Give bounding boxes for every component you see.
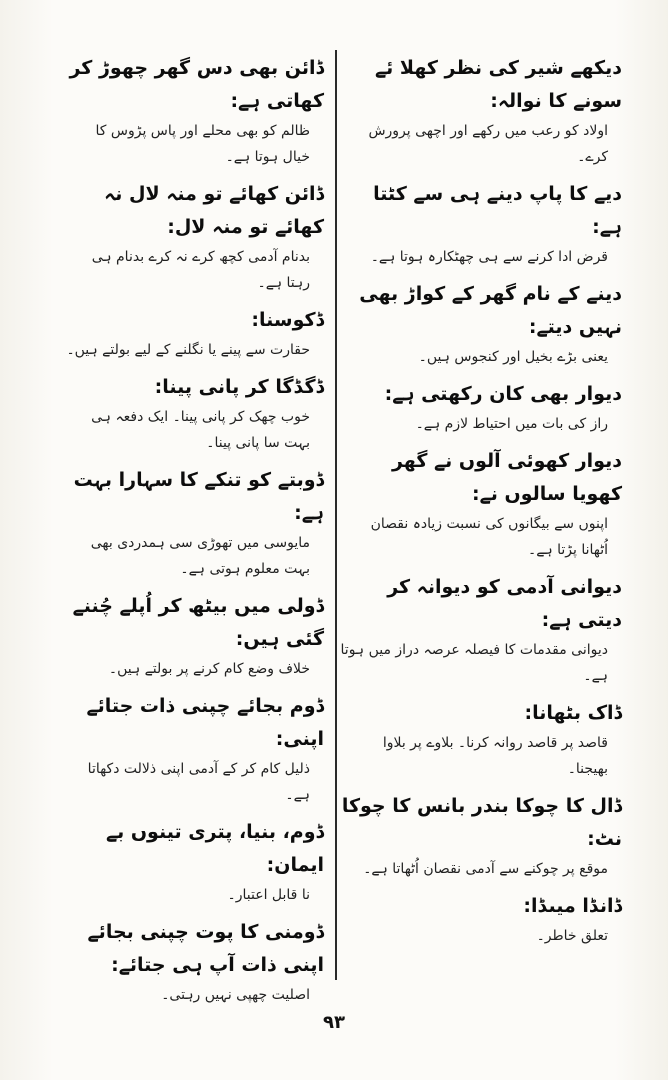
entry-meaning: خوب چھک کر پانی پینا۔ ایک دفعہ ہی بہت سا پانی پینا۔ [91,409,310,451]
entry-meaning: نا قابل اعتبار۔ [227,887,310,903]
entry [340,790,622,882]
entry [340,178,622,270]
entry [64,464,324,582]
entry [64,304,324,363]
right-column [340,52,622,957]
entry-meaning: بدنام آدمی کچھ کرے نہ کرے بدنام ہی رہتا ہے۔ [91,249,310,291]
entry [340,52,622,170]
entry-headword: ڈومنی کا پوت چپنی بجائے اپنی ذات آپ ہی جتائے: [87,921,324,976]
entry-headword: ڈاک بٹھانا: [524,702,622,724]
entry-headword: دینے کے نام گھر کے کواڑ بھی نہیں دیتے: [359,283,622,338]
entry-headword: ڈال کا چوکا بندر بانس کا چوکا نٹ: [341,795,622,850]
entry-meaning: خلاف وضع کام کرنے پر بولتے ہیں۔ [108,661,310,677]
entry-headword: دیے کا پاپ دینے ہی سے کٹتا ہے: [373,183,622,238]
entry [64,178,324,296]
entry-meaning: قرض ادا کرنے سے ہی چھٹکارہ ہوتا ہے۔ [370,249,608,265]
entry-headword: دیوار کھوئی آلوں نے گھر کھویا سالوں نے: [391,450,622,505]
entry-headword: ڈکوسنا: [251,309,324,331]
entry [64,816,324,908]
column-divider [335,50,337,980]
entry-meaning: موقع پر چوکنے سے آدمی نقصان اُٹھاتا ہے۔ [363,861,608,877]
entry [64,916,324,1008]
entry-headword: دیکھے شیر کی نظر کھلا ئے سونے کا نوالہ: [375,57,622,112]
entry-headword: ڈوم بجائے چپنی ذات جتائے اپنی: [86,695,324,750]
entry [340,278,622,370]
entry-headword: دیوانی آدمی کو دیوانہ کر دیتی ہے: [387,576,622,631]
entry-meaning: ظالم کو بھی محلے اور پاس پڑوس کا خیال ہوتا ہے۔ [95,123,310,165]
entry-headword: ڈانڈا میںڈا: [523,895,622,917]
entry [64,690,324,808]
entry [64,590,324,682]
entry [340,571,622,689]
entry-meaning: ذلیل کام کر کے آدمی اپنی ذلالت دکھاتا ہے۔ [87,761,310,803]
entry-headword: ڈگڈگا کر پانی پینا: [154,376,324,398]
entry [340,890,622,949]
entry [340,378,622,437]
entry-meaning: حقارت سے پینے یا نگلنے کے لیے بولتے ہیں۔ [66,342,310,358]
entry-meaning: اولاد کو رعب میں رکھے اور اچھی پرورش کرے۔ [368,123,608,165]
entry-headword: دیوار بھی کان رکھتی ہے: [384,383,622,405]
entry-meaning: مایوسی میں تھوڑی سی ہمدردی بھی بہت معلوم ہوتی ہے۔ [90,535,310,577]
entry-headword: ڈوم، بنیا، پتری تینوں بے ایمان: [105,821,324,876]
page-number: ۹۳ [323,1012,345,1033]
entry-meaning: اصلیت چھپی نہیں رہتی۔ [161,987,310,1003]
entry [64,371,324,456]
entry-meaning: تعلق خاطر۔ [536,928,608,944]
entry [64,52,324,170]
entry-meaning: اپنوں سے بیگانوں کی نسبت زیادہ نقصان اُٹھانا پڑتا ہے۔ [370,516,608,558]
entry [340,697,622,782]
entry-meaning: راز کی بات میں احتیاط لازم ہے۔ [415,416,608,432]
left-column [64,52,324,1016]
entry-meaning: دیوانی مقدمات کا فیصلہ عرصہ دراز میں ہوتا ہے۔ [340,642,608,684]
entry-headword: ڈوبتے کو تنکے کا سہارا بہت ہے: [73,469,324,524]
entry-meaning: یعنی بڑے بخیل اور کنجوس ہیں۔ [418,349,608,365]
entry-headword: ڈولی میں بیٹھ کر اُپلے چُننے گئی ہیں: [72,595,324,650]
entry-meaning: قاصد پر قاصد روانہ کرنا۔ بلاوے پر بلاوا بھیجنا۔ [382,735,608,777]
entry-headword: ڈائن کھائے تو منہ لال نہ کھائے تو منہ لال: [104,183,324,238]
entry-headword: ڈائن بھی دس گھر چھوڑ کر کھاتی ہے: [69,57,324,112]
entry [340,445,622,563]
